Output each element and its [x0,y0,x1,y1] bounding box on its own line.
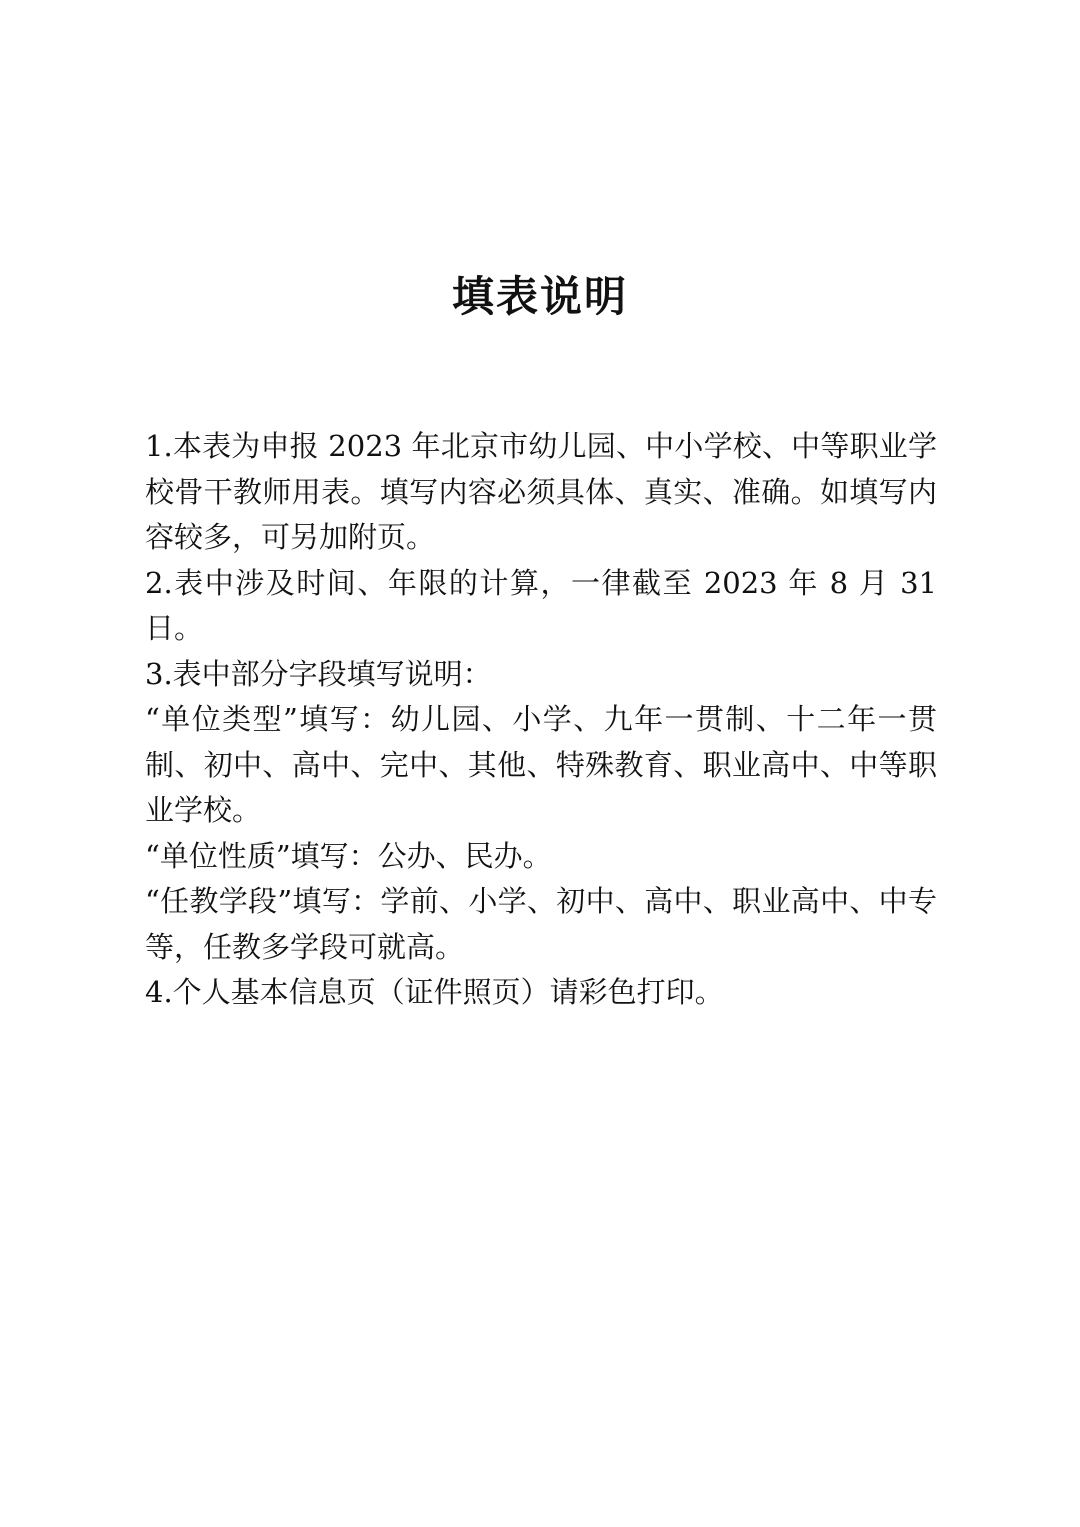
instruction-unit-nature: “单位性质”填写：公办、民办。 [145,838,552,873]
instruction-item-2: 2.表中涉及时间、年限的计算，一律截至 2023 年 8 月 31 日。 [145,565,937,645]
instruction-unit-type: “单位类型”填写：幼儿园、小学、九年一贯制、十二年一贯制、初中、高中、完中、其他、特殊教育、职业高中、中等职业学校。 [145,702,937,827]
instruction-item-1: 1.本表为申报 2023 年北京市幼儿园、中小学校、中等职业学校骨干教师用表。填写内容必须具体、真实、准确。如填写内容较多，可另加附页。 [145,429,937,554]
instruction-teaching-stage: “任教学段”填写：学前、小学、初中、高中、职业高中、中专等，任教多学段可就高。 [145,884,937,964]
instructions-body [145,424,937,1016]
page-title: 填表说明 [451,272,628,321]
instruction-item-3: 3.表中部分字段填写说明： [145,656,492,691]
instruction-item-4: 4.个人基本信息页（证件照页）请彩色打印。 [145,975,724,1009]
